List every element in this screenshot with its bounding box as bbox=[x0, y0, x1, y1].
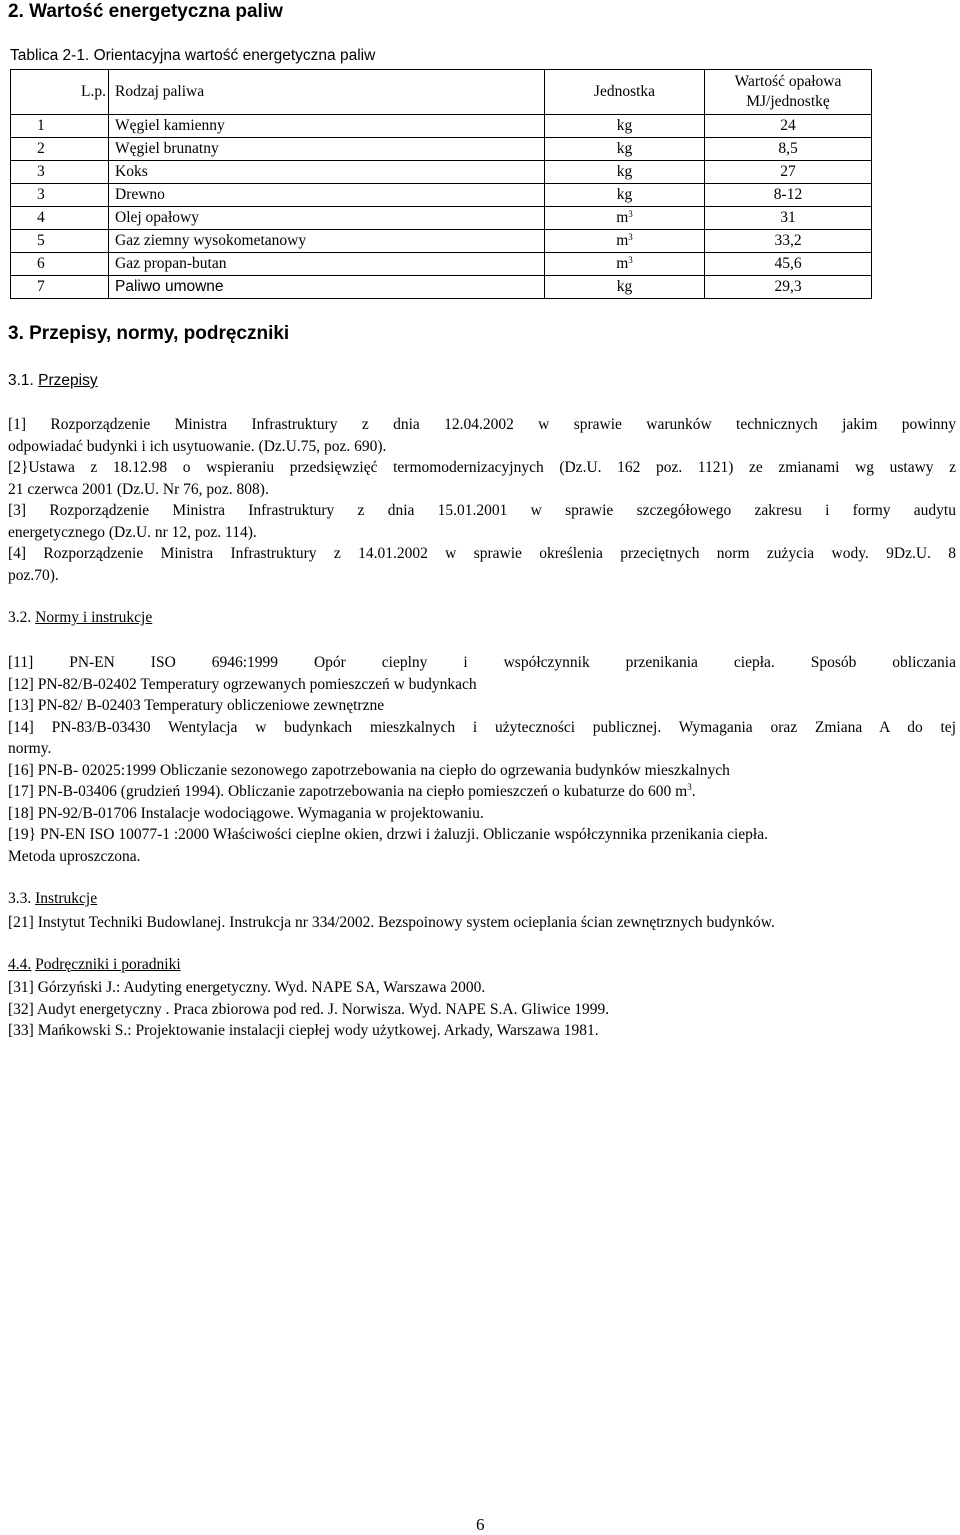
table-caption: Tablica 2-1. Orientacyjna wartość energetyczna paliw bbox=[10, 47, 376, 64]
table-row bbox=[11, 207, 872, 230]
row-unit: kg bbox=[545, 138, 705, 161]
reference-list-instrukcje bbox=[8, 912, 956, 934]
row-fuel-name: Olej opałowy bbox=[109, 207, 545, 230]
row-fuel-name: Gaz propan-butan bbox=[109, 253, 545, 276]
row-value: 29,3 bbox=[705, 276, 872, 299]
row-value: 31 bbox=[705, 207, 872, 230]
reference-line: [32] Audyt energetyczny . Praca zbiorowa pod red. J. Norwisza. Wyd. NAPE S.A. Gliwice 1999. bbox=[8, 1000, 610, 1018]
row-fuel-name: Drewno bbox=[109, 184, 545, 207]
subsection-title: Normy i instrukcje bbox=[35, 609, 153, 626]
reference-line: odpowiadać budynki i ich usytuowanie. (Dz.U.75, poz. 690). bbox=[8, 437, 387, 455]
reference-line: Metoda uproszczona. bbox=[8, 847, 141, 865]
reference-line: energetycznego (Dz.U. nr 12, poz. 114). bbox=[8, 523, 257, 541]
reference-line: [21] Instytut Techniki Budowlanej. Instrukcja nr 334/2002. Bezspoinowy system ocieplania ścian zewnętrznych budynków. bbox=[8, 914, 775, 931]
row-unit: kg bbox=[545, 276, 705, 299]
subsection-number: 3.3. bbox=[8, 890, 32, 907]
row-lp: 7 bbox=[11, 276, 109, 299]
row-fuel-name: Węgiel brunatny bbox=[109, 138, 545, 161]
subsection-3-2 bbox=[8, 609, 152, 627]
row-value: 27 bbox=[705, 161, 872, 184]
row-value: 8-12 bbox=[705, 184, 872, 207]
table-row bbox=[11, 115, 872, 138]
row-value: 45,6 bbox=[705, 253, 872, 276]
section-3-title: 3. Przepisy, normy, podręczniki bbox=[8, 323, 290, 344]
row-fuel-name: Koks bbox=[109, 161, 545, 184]
subsection-title: Instrukcje bbox=[35, 890, 98, 907]
header-value-line2: MJ/jednostkę bbox=[746, 93, 830, 110]
subsection-3-3 bbox=[8, 890, 97, 908]
row-unit: kg bbox=[545, 115, 705, 138]
row-lp: 1 bbox=[11, 115, 109, 138]
reference-line: 21 czerwca 2001 (Dz.U. Nr 76, poz. 808). bbox=[8, 480, 269, 498]
reference-line: normy. bbox=[8, 740, 52, 757]
row-fuel-name: Gaz ziemny wysokometanowy bbox=[109, 230, 545, 253]
header-value-line1: Wartość opałowa bbox=[734, 73, 842, 90]
reference-line: [13] PN-82/ B-02403 Temperatury obliczeniowe zewnętrzne bbox=[8, 697, 385, 714]
table-row bbox=[11, 276, 872, 299]
reference-line: [33] Mańkowski S.: Projektowanie instalacji ciepłej wody użytkowej. Arkady, Warszawa 1981. bbox=[8, 1022, 599, 1039]
reference-line: [2}Ustawa z 18.12.98 o wspieraniu przedsięwzięć termomodernizacyjnych (Dz.U. 162 poz. 1121) ze zmianami wg ustawy z bbox=[8, 459, 956, 476]
reference-line: [1] Rozporządzenie Ministra Infrastruktury z dnia 12.04.2002 w sprawie warunków technicznych jakim powinny bbox=[8, 416, 956, 433]
header-lp: L.p. bbox=[11, 70, 109, 115]
reference-line: [12] PN-82/B-02402 Temperatury ogrzewanych pomieszczeń w budynkach bbox=[8, 675, 477, 693]
reference-line: [17] PN-B-03406 (grudzień 1994). Obliczanie zapotrzebowania na ciepło pomieszczeń o kubaturze do 600 $m^3$. bbox=[8, 782, 696, 800]
table-row bbox=[11, 230, 872, 253]
reference-line: [31] Górzyński J.: Audyting energetyczny. Wyd. NAPE SA, Warszawa 2000. bbox=[8, 979, 486, 996]
row-fuel-name: Węgiel kamienny bbox=[109, 115, 545, 138]
reference-line: [3] Rozporządzenie Ministra Infrastruktury z dnia 15.01.2001 w sprawie szczegółowego zakresu i formy audytu bbox=[8, 502, 956, 519]
reference-line: [4] Rozporządzenie Ministra Infrastruktury z 14.01.2002 w sprawie określenia przeciętnych norm zużycia wody. 9Dz.U. 8 bbox=[8, 545, 956, 562]
table-row bbox=[11, 253, 872, 276]
header-fuel-type: Rodzaj paliwa bbox=[109, 70, 545, 115]
row-lp: 5 bbox=[11, 230, 109, 253]
subsection-4-4 bbox=[8, 956, 181, 974]
subsection-number: 4.4. bbox=[8, 956, 32, 973]
subsection-title: Podręczniki i poradniki bbox=[35, 956, 181, 973]
reference-line: [19} PN-EN ISO 10077-1 :2000 Właściwości cieplne okien, drzwi i żaluzji. Obliczanie współczynnika przenikania ciepła. bbox=[8, 826, 768, 843]
reference-line: poz.70). bbox=[8, 566, 59, 584]
reference-line: [14] PN-83/B-03430 Wentylacja w budynkach mieszkalnych i użyteczności publicznej. Wymagania oraz Zmiana A do tej bbox=[8, 718, 956, 736]
row-value: 24 bbox=[705, 115, 872, 138]
row-lp: 3 bbox=[11, 161, 109, 184]
section-2-title: 2. Wartość energetyczna paliw bbox=[8, 1, 283, 22]
table-row bbox=[11, 161, 872, 184]
row-lp: 3 bbox=[11, 184, 109, 207]
row-lp: 6 bbox=[11, 253, 109, 276]
fuel-energy-table bbox=[10, 69, 872, 299]
table-row bbox=[11, 138, 872, 161]
row-unit: kg bbox=[545, 161, 705, 184]
row-lp: 2 bbox=[11, 138, 109, 161]
table-header-row bbox=[11, 70, 872, 115]
reference-line: [18] PN-92/B-01706 Instalacje wodociągowe. Wymagania w projektowaniu. bbox=[8, 804, 484, 822]
reference-list-przepisy bbox=[8, 414, 956, 586]
row-lp: 4 bbox=[11, 207, 109, 230]
page-number: 6 bbox=[476, 1515, 485, 1534]
row-unit: $m^3$ bbox=[545, 207, 705, 230]
table-row bbox=[11, 184, 872, 207]
row-fuel-name: Paliwo umowne bbox=[109, 276, 545, 299]
subsection-number: 3.2. bbox=[8, 609, 32, 626]
reference-line: [11] PN-EN ISO 6946:1999 Opór cieplny i współczynnik przenikania ciepła. Sposób obliczania bbox=[8, 654, 956, 671]
subsection-number: 3.1. bbox=[8, 372, 34, 389]
header-value bbox=[705, 70, 872, 115]
subsection-3-1 bbox=[8, 372, 98, 390]
header-unit: Jednostka bbox=[545, 70, 705, 115]
reference-line: [16] PN-B- 02025:1999 Obliczanie sezonowego zapotrzebowania na ciepło do ogrzewania budynków mieszkalnych bbox=[8, 761, 730, 779]
row-unit: kg bbox=[545, 184, 705, 207]
row-value: 8,5 bbox=[705, 138, 872, 161]
row-unit: $m^3$ bbox=[545, 253, 705, 276]
reference-list-normy bbox=[8, 652, 956, 867]
subsection-title: Przepisy bbox=[38, 372, 98, 389]
row-unit: $m^3$ bbox=[545, 230, 705, 253]
row-value: 33,2 bbox=[705, 230, 872, 253]
reference-list-podreczniki bbox=[8, 977, 956, 1042]
